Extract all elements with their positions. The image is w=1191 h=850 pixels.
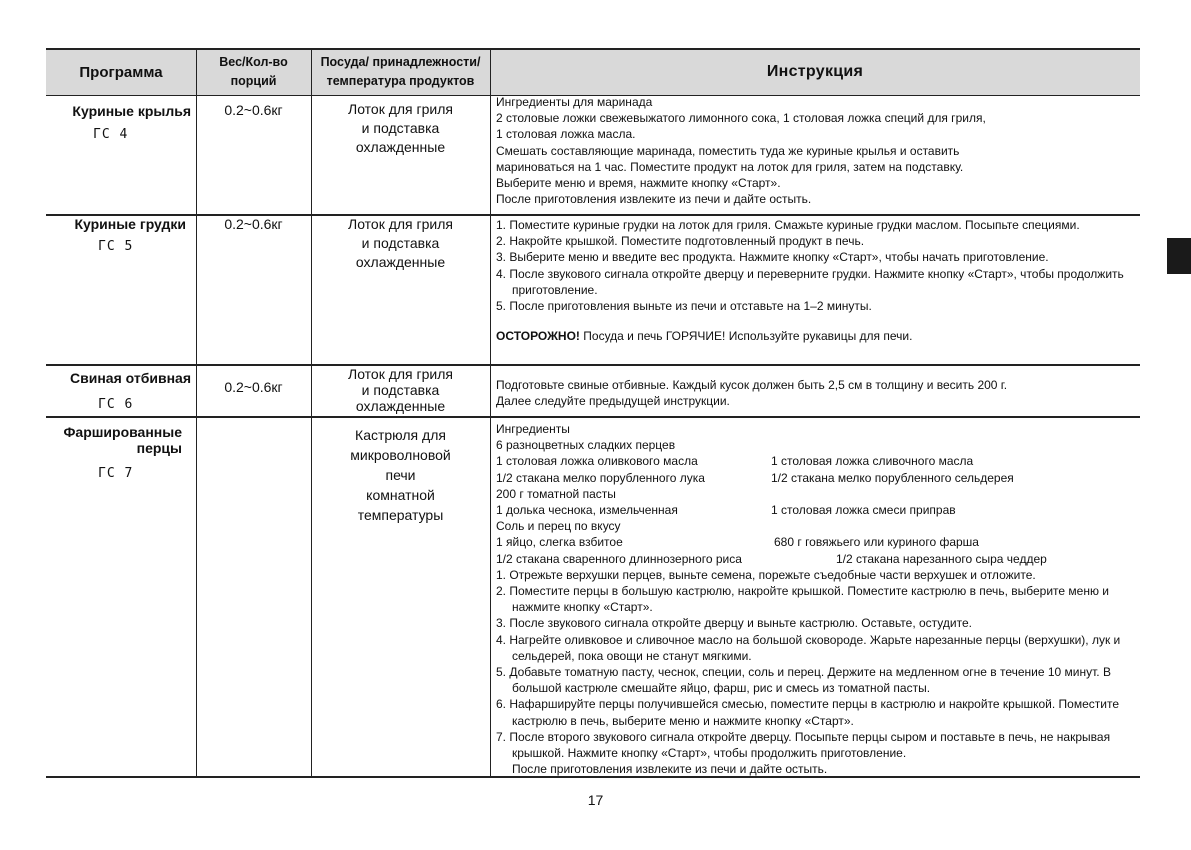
dish-line: охлажденные [355, 254, 446, 270]
ingredient-pair [496, 551, 1141, 567]
program-name: Куриные крылья [72, 103, 191, 119]
header-program [46, 49, 196, 95]
instruction-line: Ингредиенты для маринада [496, 95, 653, 109]
row-divider [46, 364, 1140, 366]
ingredient-left: 1 долька чеснока, измельченная [496, 503, 678, 518]
program-name: Куриные грудки [74, 216, 186, 232]
instruction-step: 5. После приготовления выньте из печи и отставьте на 1–2 минуты. [496, 299, 872, 314]
header-weight [196, 49, 311, 95]
program-name-line: перцы [136, 440, 182, 456]
weight-value: 0.2~0.6кг [224, 102, 283, 118]
instruction-cell [496, 217, 1141, 344]
ingredient-line: Соль и перец по вкусу [496, 519, 621, 534]
ingredient-pair [496, 534, 1141, 550]
ingredient-left: 1 столовая ложка оливкового масла [496, 454, 698, 469]
dish-line: и подставка [361, 120, 440, 136]
dish-line: и подставка [361, 382, 440, 398]
warning-label: ОСТОРОЖНО! [496, 329, 580, 344]
weight-value: 0.2~0.6кг [224, 379, 283, 395]
instruction-line: Выберите меню и время, нажмите кнопку «Старт». [496, 176, 781, 191]
dish-line: Лоток для гриля [348, 366, 453, 382]
instruction-line: Смешать составляющие маринада, поместить туда же куриные крылья и оставить [496, 143, 960, 158]
program-code: ГС 5 [98, 239, 134, 254]
ingredient-pair [496, 502, 1141, 518]
cooking-table [46, 48, 1140, 778]
page-number: 17 [587, 792, 604, 808]
header-weight-line1: Вес/Кол-во [219, 55, 288, 69]
instruction-step: 1. Отрежьте верхушки перцев, выньте семена, порежьте съедобные части верхушек и отложите. [496, 567, 1036, 582]
dish-cell [311, 100, 490, 157]
dish-cell [311, 366, 490, 414]
header-dish [311, 49, 490, 95]
ingredients-title: Ингредиенты [496, 422, 570, 436]
instruction-line: Далее следуйте предыдущей инструкции. [496, 394, 730, 409]
instruction-line: мариноваться на 1 час. Поместите продукт на лоток для гриля, затем на подставку. [496, 159, 964, 174]
ingredient-line: 6 разноцветных сладких перцев [496, 438, 676, 453]
dish-line: печи [385, 467, 416, 483]
instruction-line: После приготовления извлеките из печи и дайте остыть. [496, 192, 812, 207]
instruction-step: 2. Накройте крышкой. Поместите подготовленный продукт в печь. [496, 234, 865, 249]
program-cell [46, 370, 196, 390]
header-program-label: Программа [79, 63, 163, 81]
instruction-cell [496, 377, 1141, 409]
ingredient-left: 1 яйцо, слегка взбитое [496, 535, 623, 550]
instruction-cell [496, 421, 1141, 777]
header-weight-line2: порций [230, 74, 277, 88]
program-name-line: Фаршированные [63, 424, 182, 440]
spacer [496, 314, 1141, 328]
dish-cell [311, 215, 490, 272]
header-instruction-label: Инструкция [766, 62, 864, 80]
ingredient-right: 1 столовая ложка смеси приправ [771, 503, 956, 518]
instruction-cell [496, 94, 1141, 207]
instruction-step: После приготовления извлеките из печи и дайте остыть. [512, 762, 828, 777]
ingredient-right: 1/2 стакана нарезанного сыра чеддер [836, 551, 1047, 566]
ingredient-line: 200 г томатной пасты [496, 486, 616, 501]
ingredient-pair [496, 470, 1141, 486]
program-code: ГС 4 [93, 127, 129, 142]
instruction-step: 2. Поместите перцы в большую кастрюлю, накройте крышкой. Поместите кастрюлю в печь, выберите меню и нажмите кнопку «Старт». [496, 584, 1109, 615]
instruction-line: 2 столовые ложки свежевыжатого лимонного сока, 1 столовая ложка специй для гриля, [496, 111, 986, 126]
dish-line: микроволновой [350, 447, 451, 463]
ingredient-left: 1/2 стакана мелко порубленного лука [496, 470, 705, 485]
header-dish-line1: Посуда/ принадлежности/ [320, 55, 481, 69]
dish-line: охлажденные [355, 398, 446, 414]
column-divider [196, 48, 197, 778]
program-cell [46, 424, 196, 464]
dish-line: Лоток для гриля [348, 216, 453, 232]
instruction-step: 7. После второго звукового сигнала откройте дверцу. Посыпьте перцы сыром и поставьте в печь, не накрывая крышкой. Нажмите кнопку «Старт», чтобы продолжить приготовление. [496, 729, 1111, 761]
instruction-line: Подготовьте свиные отбивные. Каждый кусок должен быть 2,5 см в толщину и весить 200 г. [496, 378, 1008, 392]
dish-line: комнатной [366, 487, 435, 503]
dish-line: температуры [357, 507, 444, 523]
section-tab-marker [1167, 238, 1191, 274]
instruction-step: 4. Нагрейте оливковое и сливочное масло на большой сковороде. Жарьте нарезанные перцы (верхушки), лук и сельдерей, пока овощи не станут мягкими. [496, 632, 1121, 663]
program-cell [46, 103, 196, 123]
dish-line: охлажденные [355, 139, 446, 155]
instruction-line: 1 столовая ложка масла. [496, 127, 636, 142]
instruction-step: 3. Выберите меню и введите вес продукта. Нажмите кнопку «Старт», чтобы начать приготовление. [496, 250, 1049, 265]
dish-line: Лоток для гриля [348, 101, 453, 117]
program-code: ГС 7 [98, 466, 134, 481]
program-code: ГС 6 [98, 397, 134, 412]
dish-line: и подставка [361, 235, 440, 251]
ingredient-right: 680 г говяжьего или куриного фарша [774, 535, 979, 550]
program-cell [46, 216, 196, 236]
program-name: Свиная отбивная [70, 370, 191, 386]
ingredient-left: 1/2 стакана сваренного длиннозерного риса [496, 551, 742, 566]
header-instruction [490, 49, 1140, 95]
ingredient-right: 1/2 стакана мелко порубленного сельдерея [771, 470, 1014, 485]
warning-line [496, 328, 1141, 344]
header-dish-line2: температура продуктов [326, 74, 475, 88]
program-name [63, 424, 182, 456]
ingredient-pair [496, 453, 1141, 469]
dish-cell [311, 425, 490, 525]
instruction-step: 4. После звукового сигнала откройте дверцу и переверните грудки. Нажмите кнопку «Старт», чтобы продолжить приготовление. [496, 266, 1124, 297]
dish-line: Кастрюля для [355, 427, 446, 443]
instruction-step: 3. После звукового сигнала откройте дверцу и выньте кастрюлю. Оставьте, остудите. [496, 616, 972, 631]
instruction-step: 6. Нафаршируйте перцы получившейся смесью, поместите перцы в кастрюлю и накройте крышкой. Поместите кастрюлю в печь, выберите меню и нажмите кнопку «Старт». [496, 697, 1119, 728]
ingredient-right: 1 столовая ложка сливочного масла [771, 454, 974, 469]
column-divider [490, 48, 491, 778]
instruction-step: 5. Добавьте томатную пасту, чеснок, специи, соль и перец. Держите на медленном огне в течение 10 минут. В большой кастрюле смешайте яйцо, фарш, рис и смесь из томатной пасты. [496, 665, 1111, 696]
warning-text: Посуда и печь ГОРЯЧИЕ! Используйте рукавицы для печи. [579, 329, 913, 344]
weight-value: 0.2~0.6кг [224, 216, 283, 232]
instruction-step: 1. Поместите куриные грудки на лоток для гриля. Смажьте куриные грудки маслом. Посыпьте специями. [496, 218, 1080, 232]
row-divider [46, 416, 1140, 418]
